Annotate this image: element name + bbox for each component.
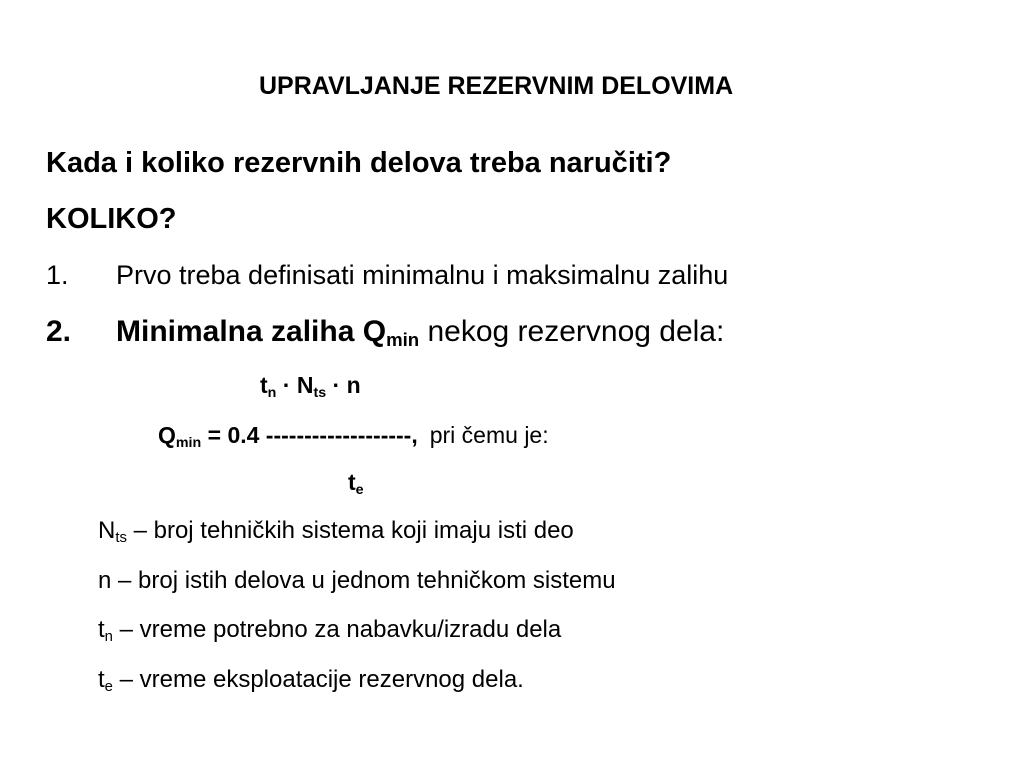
definition-text: – broj istih delova u jednom tehničkom sistemu bbox=[111, 567, 616, 594]
question-heading: Kada i koliko rezervnih delova treba naručiti? bbox=[46, 147, 672, 179]
formula-lhs: Q bbox=[158, 422, 176, 448]
formula-main-line bbox=[158, 422, 549, 451]
formula-symbol: t bbox=[260, 372, 268, 398]
subscript: min bbox=[175, 434, 202, 451]
definition-symbol: N bbox=[98, 517, 116, 544]
subscript: ts bbox=[115, 530, 127, 547]
definition-nts bbox=[98, 517, 574, 547]
list-item-2 bbox=[46, 315, 725, 351]
formula-denominator bbox=[348, 469, 364, 498]
subscript: e bbox=[355, 481, 364, 498]
formula-suffix: pri čemu je: bbox=[429, 422, 549, 448]
definition-text: – vreme potrebno za nabavku/izradu dela bbox=[112, 616, 562, 643]
subscript: n bbox=[267, 384, 277, 401]
formula-expression: = 0.4 -------------------, bbox=[201, 422, 418, 448]
list-item-number: 1. bbox=[46, 260, 69, 290]
list-item-bold-text: Minimalna zaliha Q bbox=[116, 315, 387, 348]
definition-symbol: n bbox=[98, 567, 112, 594]
subscript: min bbox=[386, 329, 420, 351]
formula-symbol: t bbox=[348, 469, 356, 495]
koliko-heading: KOLIKO? bbox=[46, 203, 177, 235]
list-item-1 bbox=[46, 262, 728, 289]
definition-tn bbox=[98, 616, 562, 646]
formula-symbol: · N bbox=[276, 372, 314, 398]
definition-text: – broj tehničkih sistema koji imaju isti deo bbox=[126, 517, 574, 544]
definition-symbol: t bbox=[98, 616, 105, 643]
list-item-text: Prvo treba definisati minimalnu i maksimalnu zalihu bbox=[116, 260, 729, 290]
list-item-text: nekog rezervnog dela: bbox=[419, 315, 725, 348]
formula-numerator bbox=[260, 372, 361, 401]
slide-title: UPRAVLJANJE REZERVNIM DELOVIMA bbox=[259, 72, 734, 100]
definition-n bbox=[98, 569, 616, 593]
definition-te bbox=[98, 666, 524, 696]
subscript: e bbox=[104, 679, 113, 696]
subscript: ts bbox=[313, 384, 327, 401]
definition-text: – vreme eksploatacije rezervnog dela. bbox=[112, 666, 524, 693]
definition-symbol: t bbox=[98, 666, 105, 693]
formula-symbol: · n bbox=[326, 372, 361, 398]
list-item-number: 2. bbox=[46, 315, 72, 348]
subscript: n bbox=[104, 629, 113, 646]
